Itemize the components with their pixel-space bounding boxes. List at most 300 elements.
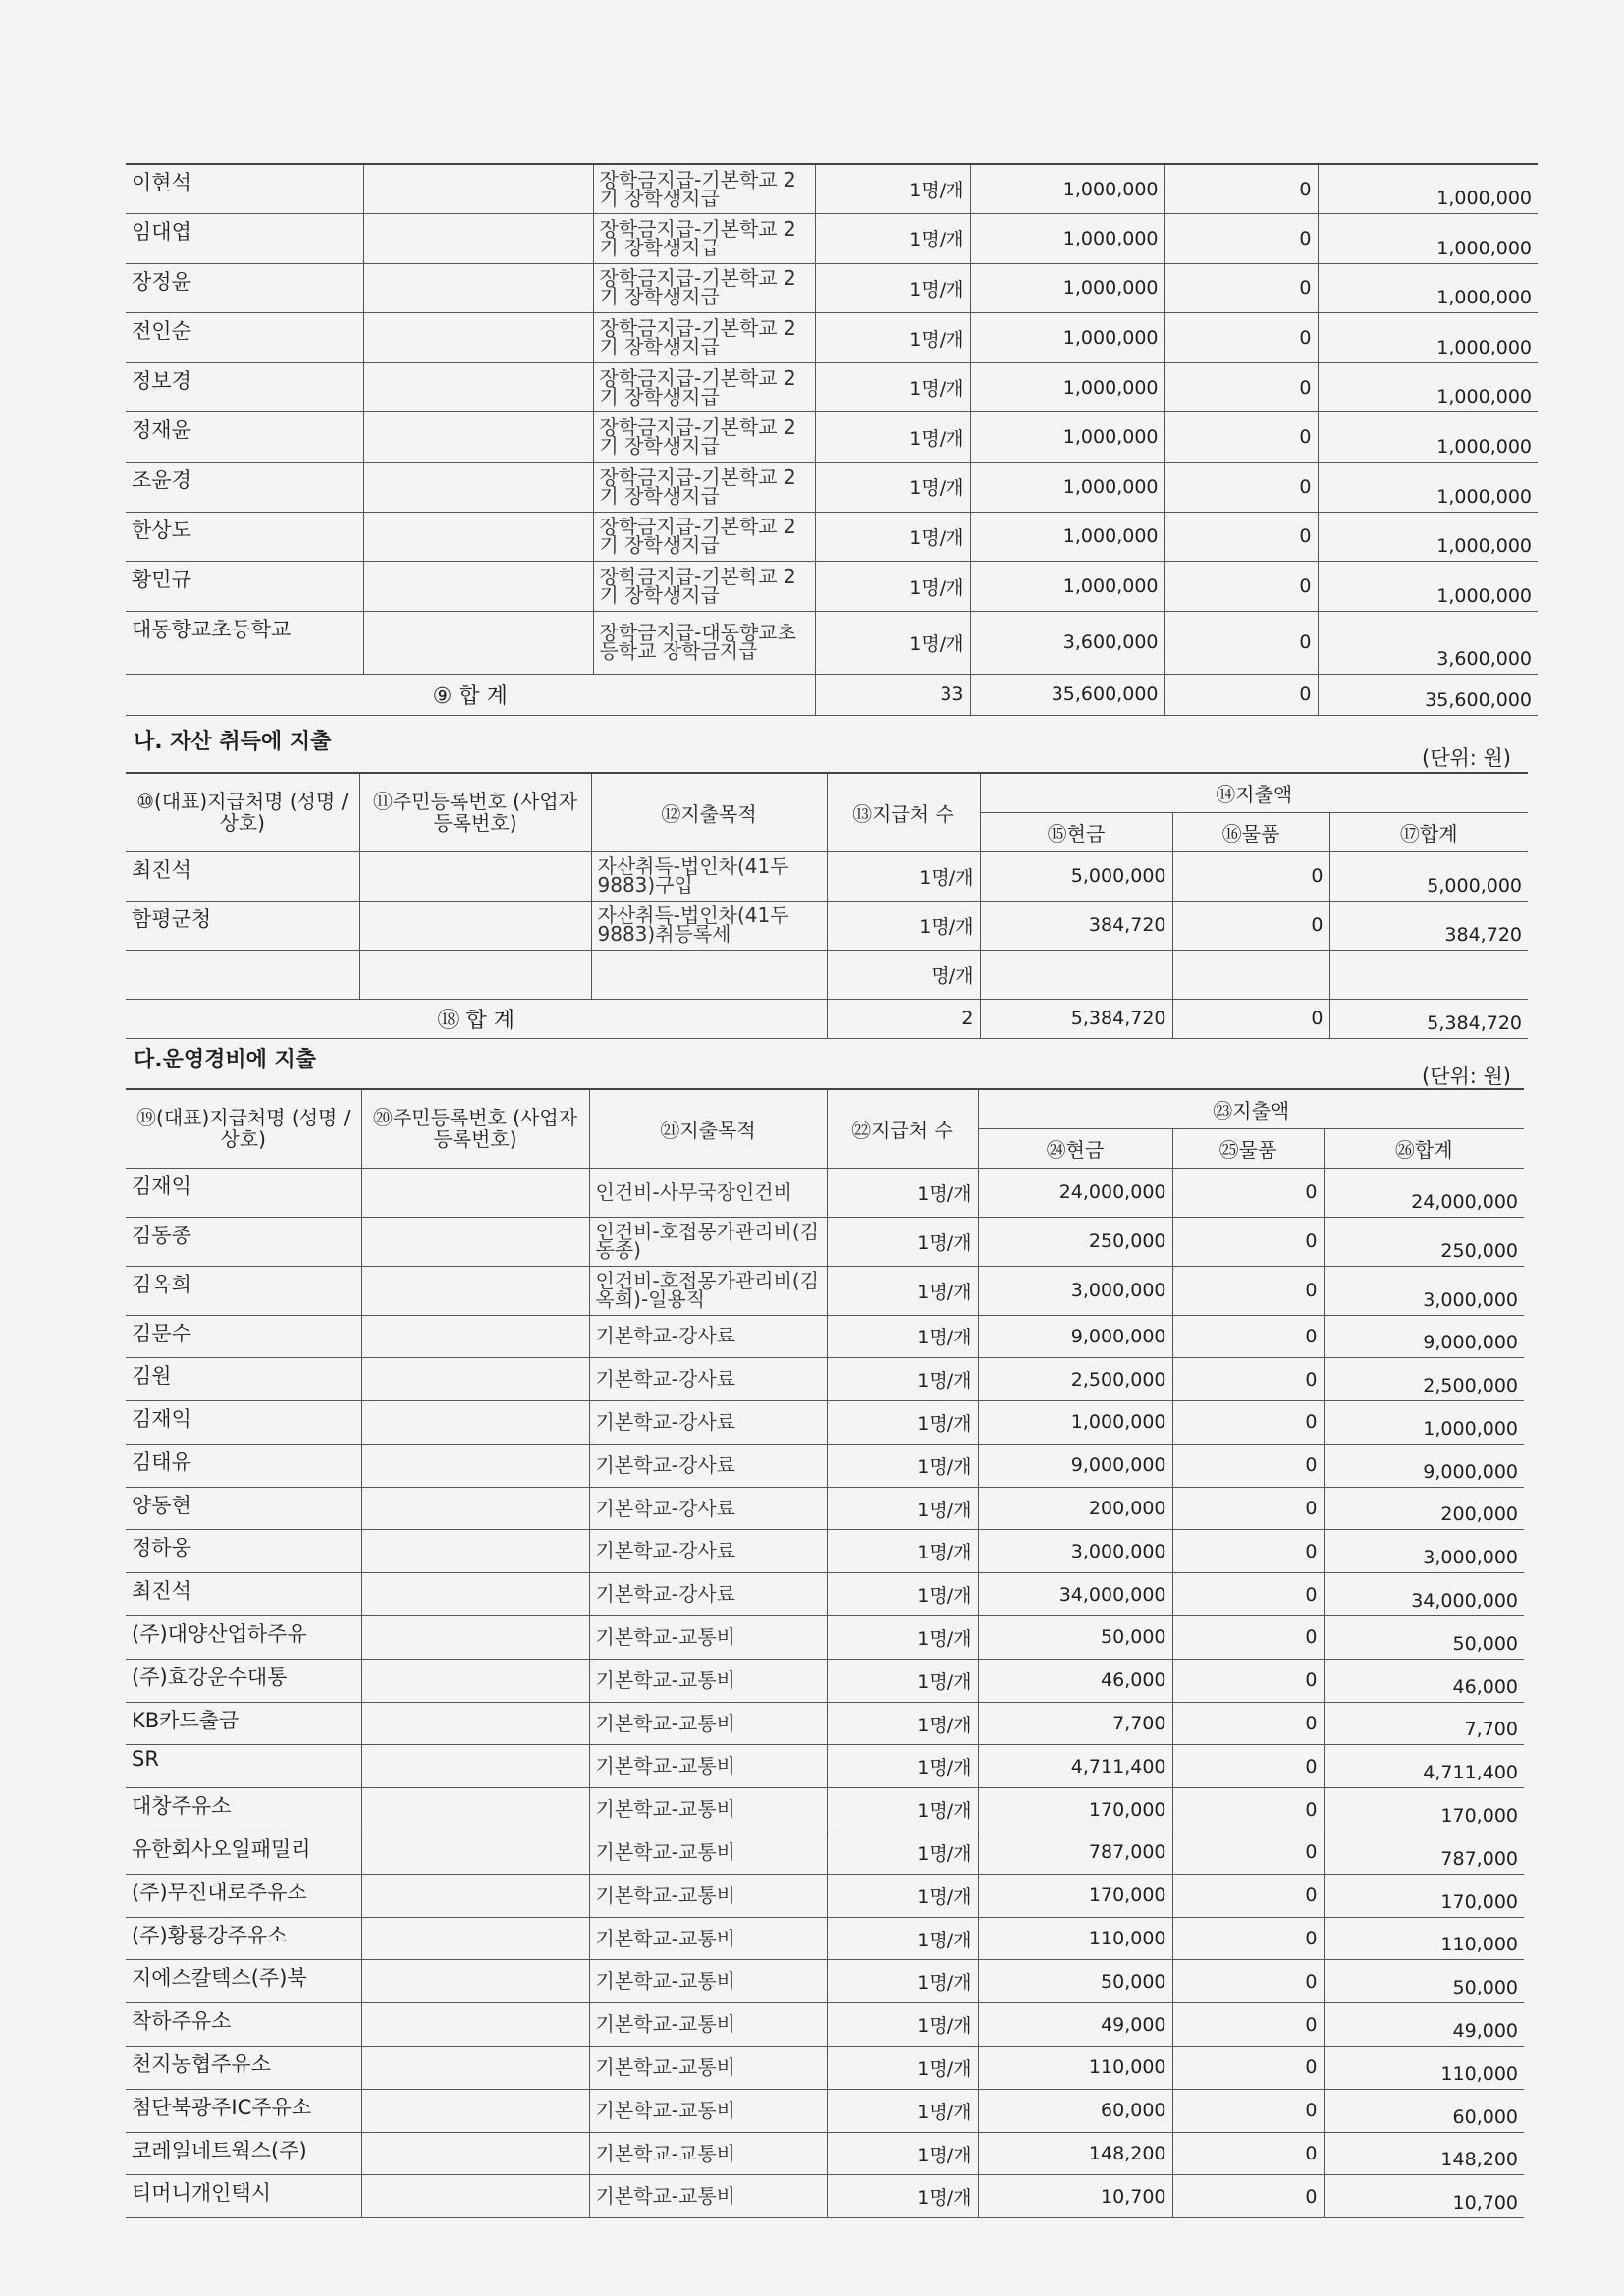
table-row bbox=[126, 2175, 1524, 2218]
total-amount: 9,000,000 bbox=[1324, 1444, 1524, 1487]
payee-name: 대창주유소 bbox=[126, 1788, 361, 1831]
payee-name: 조윤경 bbox=[126, 463, 363, 513]
total-amount: 1,000,000 bbox=[1318, 313, 1538, 363]
payee-count: 1명/개 bbox=[827, 1616, 978, 1660]
goods-amount: 0 bbox=[1164, 562, 1318, 612]
total-amount: 1,000,000 bbox=[1318, 512, 1538, 562]
cash-amount: 1,000,000 bbox=[970, 313, 1164, 363]
payee-count: 1명/개 bbox=[827, 1168, 978, 1217]
total-amount: 1,000,000 bbox=[1324, 1401, 1524, 1445]
cash-amount: 170,000 bbox=[978, 1788, 1172, 1831]
payee-count: 1명/개 bbox=[827, 1659, 978, 1702]
total-amount: 1,000,000 bbox=[1318, 214, 1538, 264]
table-row bbox=[126, 1217, 1524, 1266]
table-row bbox=[126, 1266, 1524, 1315]
payee-count: 1명/개 bbox=[827, 1217, 978, 1266]
payee-name: 김태유 bbox=[126, 1444, 361, 1487]
goods-amount: 0 bbox=[1164, 611, 1318, 674]
registration-number bbox=[361, 1917, 589, 1960]
payee-name: 황민규 bbox=[126, 562, 363, 612]
operating-expense-table bbox=[126, 1088, 1524, 2218]
goods-amount: 0 bbox=[1172, 1960, 1324, 2003]
payee-count: 1명/개 bbox=[827, 851, 980, 901]
payee-count: 1명/개 bbox=[815, 463, 970, 513]
payee-name: 김재익 bbox=[126, 1168, 361, 1217]
cash-amount: 110,000 bbox=[978, 2047, 1172, 2090]
header-amount: ⑭지출액 bbox=[980, 773, 1528, 812]
payee-count: 1명/개 bbox=[827, 1917, 978, 1960]
registration-number bbox=[359, 851, 591, 901]
goods-amount: 0 bbox=[1172, 2089, 1324, 2132]
cash-amount: 3,600,000 bbox=[970, 611, 1164, 674]
cash-amount: 34,000,000 bbox=[978, 1573, 1172, 1616]
goods-amount: 0 bbox=[1164, 463, 1318, 513]
registration-number bbox=[361, 1444, 589, 1487]
expense-purpose: 기본학교-교통비 bbox=[589, 1831, 827, 1875]
goods-amount: 0 bbox=[1172, 1788, 1324, 1831]
payee-name: 임대엽 bbox=[126, 214, 363, 264]
cash-amount: 1,000,000 bbox=[970, 214, 1164, 264]
payee-name: 김재익 bbox=[126, 1401, 361, 1445]
total-amount: 60,000 bbox=[1324, 2089, 1524, 2132]
payee-count: 1명/개 bbox=[827, 1358, 978, 1401]
registration-number bbox=[361, 1874, 589, 1917]
cash-amount: 1,000,000 bbox=[970, 164, 1164, 214]
expense-purpose: 기본학교-교통비 bbox=[589, 1616, 827, 1660]
payee-count: 1명/개 bbox=[815, 512, 970, 562]
expense-purpose: 장학금지급-기본학교 2기 장학생지급 bbox=[593, 263, 815, 313]
total-amount: 9,000,000 bbox=[1324, 1315, 1524, 1358]
registration-number bbox=[361, 1168, 589, 1217]
header-purpose: ㉑지출목적 bbox=[589, 1089, 827, 1168]
goods-amount: 0 bbox=[1172, 1573, 1324, 1616]
payee-count: 1명/개 bbox=[815, 214, 970, 264]
table-row bbox=[126, 2003, 1524, 2047]
payee-count: 1명/개 bbox=[827, 1831, 978, 1875]
goods-amount: 0 bbox=[1164, 362, 1318, 412]
payee-name: 전인순 bbox=[126, 313, 363, 363]
cash-amount: 46,000 bbox=[978, 1659, 1172, 1702]
total-amount: 1,000,000 bbox=[1318, 263, 1538, 313]
registration-number bbox=[361, 2175, 589, 2218]
expense-purpose: 장학금지급-대동향교초등학교 장학금지급 bbox=[593, 611, 815, 674]
payee-count: 1명/개 bbox=[827, 2047, 978, 2090]
payee-name: 김문수 bbox=[126, 1315, 361, 1358]
table-row bbox=[126, 562, 1538, 612]
goods-amount: 0 bbox=[1172, 1358, 1324, 1401]
goods-amount: 0 bbox=[1172, 1745, 1324, 1788]
registration-number bbox=[361, 1358, 589, 1401]
total-amount: 1,000,000 bbox=[1318, 463, 1538, 513]
expense-purpose: 기본학교-교통비 bbox=[589, 2175, 827, 2218]
payee-name: (주)대양산업하주유 bbox=[126, 1616, 361, 1660]
payee-name: 장정윤 bbox=[126, 263, 363, 313]
total-amount: 1,000,000 bbox=[1318, 562, 1538, 612]
total-amount: 3,000,000 bbox=[1324, 1530, 1524, 1573]
registration-number bbox=[361, 2132, 589, 2175]
scholarship-table bbox=[126, 163, 1538, 716]
registration-number bbox=[363, 164, 593, 214]
table-row bbox=[126, 1960, 1524, 2003]
cash-amount: 3,000,000 bbox=[978, 1530, 1172, 1573]
goods-amount bbox=[1172, 950, 1329, 999]
total-amount: 200,000 bbox=[1324, 1487, 1524, 1530]
payee-name: 첨단북광주IC주유소 bbox=[126, 2089, 361, 2132]
header-amount: ㉓지출액 bbox=[978, 1089, 1524, 1128]
total-amount: 170,000 bbox=[1324, 1874, 1524, 1917]
goods-amount: 0 bbox=[1164, 412, 1318, 463]
table-row bbox=[126, 1616, 1524, 1660]
goods-amount: 0 bbox=[1172, 1217, 1324, 1266]
header-count: ㉒지급처 수 bbox=[827, 1089, 978, 1168]
cash-amount: 4,711,400 bbox=[978, 1745, 1172, 1788]
payee-count: 1명/개 bbox=[827, 1401, 978, 1445]
expense-purpose: 장학금지급-기본학교 2기 장학생지급 bbox=[593, 214, 815, 264]
header-id: ⑪주민등록번호 (사업자등록번호) bbox=[359, 773, 591, 851]
expense-purpose: 장학금지급-기본학교 2기 장학생지급 bbox=[593, 362, 815, 412]
table-row bbox=[126, 611, 1538, 674]
header-goods: ㉕물품 bbox=[1172, 1128, 1324, 1168]
goods-amount: 0 bbox=[1172, 1530, 1324, 1573]
registration-number bbox=[361, 1530, 589, 1573]
cash-amount bbox=[980, 950, 1172, 999]
goods-amount: 0 bbox=[1172, 1444, 1324, 1487]
total-amount: 5,000,000 bbox=[1329, 851, 1528, 901]
payee-name: 최진석 bbox=[126, 851, 359, 901]
total-amount: 170,000 bbox=[1324, 1788, 1524, 1831]
section-da-unit: (단위: 원) bbox=[1422, 1065, 1511, 1088]
total-cash: 5,384,720 bbox=[980, 999, 1172, 1038]
payee-name: SR bbox=[126, 1745, 361, 1788]
payee-count: 1명/개 bbox=[827, 2175, 978, 2218]
payee-name: KB카드출금 bbox=[126, 1702, 361, 1745]
goods-amount: 0 bbox=[1172, 1315, 1324, 1358]
cash-amount: 787,000 bbox=[978, 1831, 1172, 1875]
payee-count: 1명/개 bbox=[827, 1530, 978, 1573]
table-row bbox=[126, 1702, 1524, 1745]
goods-amount: 0 bbox=[1172, 851, 1329, 901]
cash-amount: 49,000 bbox=[978, 2003, 1172, 2047]
payee-count: 1명/개 bbox=[815, 164, 970, 214]
registration-number bbox=[361, 1745, 589, 1788]
registration-number bbox=[361, 1217, 589, 1266]
payee-count: 1명/개 bbox=[827, 1702, 978, 1745]
expense-purpose: 장학금지급-기본학교 2기 장학생지급 bbox=[593, 412, 815, 463]
payee-name: (주)효강운수대통 bbox=[126, 1659, 361, 1702]
expense-purpose: 기본학교-교통비 bbox=[589, 2089, 827, 2132]
goods-amount: 0 bbox=[1164, 512, 1318, 562]
payee-name: 이현석 bbox=[126, 164, 363, 214]
cash-amount: 1,000,000 bbox=[970, 412, 1164, 463]
table-row bbox=[126, 851, 1528, 901]
total-amount: 4,711,400 bbox=[1324, 1745, 1524, 1788]
payee-name: 함평군청 bbox=[126, 901, 359, 950]
goods-amount: 0 bbox=[1164, 164, 1318, 214]
total-amount: 1,000,000 bbox=[1318, 412, 1538, 463]
table-row bbox=[126, 164, 1538, 214]
registration-number bbox=[361, 1659, 589, 1702]
expense-purpose: 기본학교-교통비 bbox=[589, 2047, 827, 2090]
goods-amount: 0 bbox=[1164, 214, 1318, 264]
goods-amount: 0 bbox=[1172, 2047, 1324, 2090]
cash-amount: 7,700 bbox=[978, 1702, 1172, 1745]
expense-purpose: 기본학교-교통비 bbox=[589, 1659, 827, 1702]
expense-purpose: 기본학교-강사료 bbox=[589, 1487, 827, 1530]
table-row bbox=[126, 362, 1538, 412]
registration-number bbox=[363, 562, 593, 612]
expense-purpose: 장학금지급-기본학교 2기 장학생지급 bbox=[593, 512, 815, 562]
expense-purpose: 기본학교-강사료 bbox=[589, 1444, 827, 1487]
total-amount: 787,000 bbox=[1324, 1831, 1524, 1875]
cash-amount: 60,000 bbox=[978, 2089, 1172, 2132]
total-amount: 46,000 bbox=[1324, 1659, 1524, 1702]
goods-amount: 0 bbox=[1172, 1487, 1324, 1530]
table-row bbox=[126, 1487, 1524, 1530]
cash-amount: 5,000,000 bbox=[980, 851, 1172, 901]
cash-amount: 1,000,000 bbox=[970, 512, 1164, 562]
total-amount: 1,000,000 bbox=[1318, 362, 1538, 412]
cash-amount: 200,000 bbox=[978, 1487, 1172, 1530]
table-row bbox=[126, 214, 1538, 264]
expense-purpose: 기본학교-교통비 bbox=[589, 1960, 827, 2003]
registration-number bbox=[361, 2089, 589, 2132]
payee-name: 최진석 bbox=[126, 1573, 361, 1616]
header-row bbox=[126, 1089, 1524, 1128]
cash-amount: 9,000,000 bbox=[978, 1315, 1172, 1358]
payee-count: 1명/개 bbox=[827, 1487, 978, 1530]
goods-amount: 0 bbox=[1172, 2003, 1324, 2047]
total-amount: 148,200 bbox=[1324, 2132, 1524, 2175]
goods-amount: 0 bbox=[1164, 263, 1318, 313]
header-count: ⑬지급처 수 bbox=[827, 773, 980, 851]
cash-amount: 384,720 bbox=[980, 901, 1172, 950]
goods-amount: 0 bbox=[1172, 901, 1329, 950]
payee-name: 티머니개인택시 bbox=[126, 2175, 361, 2218]
goods-amount: 0 bbox=[1172, 1917, 1324, 1960]
cash-amount: 170,000 bbox=[978, 1874, 1172, 1917]
expense-purpose: 기본학교-교통비 bbox=[589, 1745, 827, 1788]
registration-number bbox=[361, 1266, 589, 1315]
total-amount: 110,000 bbox=[1324, 1917, 1524, 1960]
payee-name: 유한회사오일패밀리 bbox=[126, 1831, 361, 1875]
header-goods: ⑯물품 bbox=[1172, 812, 1329, 851]
payee-count: 1명/개 bbox=[815, 412, 970, 463]
total-amount: 7,700 bbox=[1324, 1702, 1524, 1745]
expense-purpose: 장학금지급-기본학교 2기 장학생지급 bbox=[593, 313, 815, 363]
expense-purpose: 인건비-호접몽가관리비(김동종) bbox=[589, 1217, 827, 1266]
cash-amount: 50,000 bbox=[978, 1960, 1172, 2003]
section-na-unit: (단위: 원) bbox=[1422, 746, 1511, 770]
payee-count: 1명/개 bbox=[827, 1444, 978, 1487]
registration-number bbox=[361, 1960, 589, 2003]
expense-purpose: 기본학교-강사료 bbox=[589, 1315, 827, 1358]
payee-name: (주)무진대로주유소 bbox=[126, 1874, 361, 1917]
registration-number bbox=[361, 1788, 589, 1831]
table-row bbox=[126, 1745, 1524, 1788]
cash-amount: 2,500,000 bbox=[978, 1358, 1172, 1401]
payee-name: 천지농협주유소 bbox=[126, 2047, 361, 2090]
registration-number bbox=[363, 412, 593, 463]
table-row bbox=[126, 1168, 1524, 1217]
payee-name: 대동향교초등학교 bbox=[126, 611, 363, 674]
payee-name: 김원 bbox=[126, 1358, 361, 1401]
registration-number bbox=[359, 901, 591, 950]
header-row bbox=[126, 773, 1528, 812]
total-amount: 34,000,000 bbox=[1324, 1573, 1524, 1616]
expense-purpose: 기본학교-교통비 bbox=[589, 1702, 827, 1745]
expense-purpose: 장학금지급-기본학교 2기 장학생지급 bbox=[593, 164, 815, 214]
expense-purpose: 기본학교-강사료 bbox=[589, 1358, 827, 1401]
total-count: 33 bbox=[815, 674, 970, 715]
table-row bbox=[126, 412, 1538, 463]
registration-number bbox=[363, 214, 593, 264]
table-row bbox=[126, 1659, 1524, 1702]
cash-amount: 110,000 bbox=[978, 1917, 1172, 1960]
payee-count: 1명/개 bbox=[815, 611, 970, 674]
table-row bbox=[126, 950, 1528, 999]
table-row bbox=[126, 1573, 1524, 1616]
cash-amount: 3,000,000 bbox=[978, 1266, 1172, 1315]
total-amount: 3,000,000 bbox=[1324, 1266, 1524, 1315]
table-row bbox=[126, 263, 1538, 313]
payee-count: 1명/개 bbox=[827, 2003, 978, 2047]
table-row bbox=[126, 2132, 1524, 2175]
table-row bbox=[126, 1401, 1524, 1445]
registration-number bbox=[363, 313, 593, 363]
registration-number bbox=[361, 1702, 589, 1745]
goods-amount: 0 bbox=[1172, 1874, 1324, 1917]
header-total: ⑰합계 bbox=[1329, 812, 1528, 851]
total-sum: 35,600,000 bbox=[1318, 674, 1538, 715]
expense-purpose: 기본학교-교통비 bbox=[589, 1788, 827, 1831]
registration-number bbox=[363, 611, 593, 674]
asset-acquisition-table bbox=[126, 772, 1528, 1039]
header-payee: ⑲(대표)지급처명 (성명 / 상호) bbox=[126, 1089, 361, 1168]
total-amount: 50,000 bbox=[1324, 1960, 1524, 2003]
table-row bbox=[126, 313, 1538, 363]
header-total: ㉖합계 bbox=[1324, 1128, 1524, 1168]
total-sum: 5,384,720 bbox=[1329, 999, 1528, 1038]
goods-amount: 0 bbox=[1172, 1659, 1324, 1702]
section-da-title: 다.운영경비에 지출 bbox=[134, 1048, 317, 1072]
payee-count: 1명/개 bbox=[815, 362, 970, 412]
cash-amount: 1,000,000 bbox=[978, 1401, 1172, 1445]
goods-amount: 0 bbox=[1172, 1616, 1324, 1660]
expense-purpose: 기본학교-교통비 bbox=[589, 1874, 827, 1917]
registration-number bbox=[363, 263, 593, 313]
expense-purpose: 기본학교-강사료 bbox=[589, 1530, 827, 1573]
registration-number bbox=[359, 950, 591, 999]
total-amount: 50,000 bbox=[1324, 1616, 1524, 1660]
registration-number bbox=[361, 1831, 589, 1875]
table-row bbox=[126, 2089, 1524, 2132]
table-row bbox=[126, 1874, 1524, 1917]
table-row bbox=[126, 1444, 1524, 1487]
registration-number bbox=[361, 1616, 589, 1660]
expense-purpose: 인건비-호접몽가관리비(김옥희)-일용직 bbox=[589, 1266, 827, 1315]
total-amount: 3,600,000 bbox=[1318, 611, 1538, 674]
total-row bbox=[126, 999, 1528, 1038]
expense-purpose: 장학금지급-기본학교 2기 장학생지급 bbox=[593, 562, 815, 612]
registration-number bbox=[361, 1487, 589, 1530]
total-goods: 0 bbox=[1172, 999, 1329, 1038]
cash-amount: 24,000,000 bbox=[978, 1168, 1172, 1217]
payee-count: 1명/개 bbox=[827, 1788, 978, 1831]
goods-amount: 0 bbox=[1164, 313, 1318, 363]
cash-amount: 1,000,000 bbox=[970, 463, 1164, 513]
expense-purpose: 기본학교-교통비 bbox=[589, 1917, 827, 1960]
payee-count: 1명/개 bbox=[827, 2132, 978, 2175]
payee-name: 정보경 bbox=[126, 362, 363, 412]
expense-purpose: 자산취득-법인차(41두9883)취등록세 bbox=[591, 901, 827, 950]
header-id: ⑳주민등록번호 (사업자등록번호) bbox=[361, 1089, 589, 1168]
total-amount: 384,720 bbox=[1329, 901, 1528, 950]
payee-count: 1명/개 bbox=[815, 313, 970, 363]
goods-amount: 0 bbox=[1172, 1266, 1324, 1315]
registration-number bbox=[363, 362, 593, 412]
payee-name: (주)황룡강주유소 bbox=[126, 1917, 361, 1960]
header-cash: ⑮현금 bbox=[980, 812, 1172, 851]
payee-count: 1명/개 bbox=[827, 1266, 978, 1315]
table-row bbox=[126, 512, 1538, 562]
payee-name: 한상도 bbox=[126, 512, 363, 562]
total-goods: 0 bbox=[1164, 674, 1318, 715]
table-row bbox=[126, 2047, 1524, 2090]
goods-amount: 0 bbox=[1172, 1168, 1324, 1217]
payee-name: 지에스칼텍스(주)북 bbox=[126, 1960, 361, 2003]
registration-number bbox=[363, 463, 593, 513]
header-cash: ㉔현금 bbox=[978, 1128, 1172, 1168]
table-row bbox=[126, 1358, 1524, 1401]
goods-amount: 0 bbox=[1172, 1702, 1324, 1745]
cash-amount: 148,200 bbox=[978, 2132, 1172, 2175]
total-amount bbox=[1329, 950, 1528, 999]
registration-number bbox=[361, 2003, 589, 2047]
payee-count: 1명/개 bbox=[815, 562, 970, 612]
table-row bbox=[126, 1315, 1524, 1358]
total-amount: 49,000 bbox=[1324, 2003, 1524, 2047]
registration-number bbox=[361, 2047, 589, 2090]
goods-amount: 0 bbox=[1172, 2175, 1324, 2218]
registration-number bbox=[361, 1573, 589, 1616]
expense-purpose: 기본학교-강사료 bbox=[589, 1573, 827, 1616]
payee-name bbox=[126, 950, 359, 999]
payee-count: 명/개 bbox=[827, 950, 980, 999]
table-row bbox=[126, 1788, 1524, 1831]
total-amount: 110,000 bbox=[1324, 2047, 1524, 2090]
registration-number bbox=[361, 1315, 589, 1358]
cash-amount: 1,000,000 bbox=[970, 562, 1164, 612]
expense-purpose: 기본학교-교통비 bbox=[589, 2132, 827, 2175]
registration-number bbox=[363, 512, 593, 562]
expense-purpose: 인건비-사무국장인건비 bbox=[589, 1168, 827, 1217]
payee-name: 김옥희 bbox=[126, 1266, 361, 1315]
expense-purpose: 기본학교-강사료 bbox=[589, 1401, 827, 1445]
payee-name: 정하웅 bbox=[126, 1530, 361, 1573]
total-amount: 10,700 bbox=[1324, 2175, 1524, 2218]
goods-amount: 0 bbox=[1172, 1401, 1324, 1445]
total-amount: 24,000,000 bbox=[1324, 1168, 1524, 1217]
cash-amount: 50,000 bbox=[978, 1616, 1172, 1660]
cash-amount: 250,000 bbox=[978, 1217, 1172, 1266]
payee-count: 1명/개 bbox=[827, 2089, 978, 2132]
cash-amount: 9,000,000 bbox=[978, 1444, 1172, 1487]
total-row bbox=[126, 674, 1538, 715]
total-amount: 2,500,000 bbox=[1324, 1358, 1524, 1401]
table-row bbox=[126, 1831, 1524, 1875]
expense-purpose: 자산취득-법인차(41두9883)구입 bbox=[591, 851, 827, 901]
payee-count: 1명/개 bbox=[827, 1745, 978, 1788]
